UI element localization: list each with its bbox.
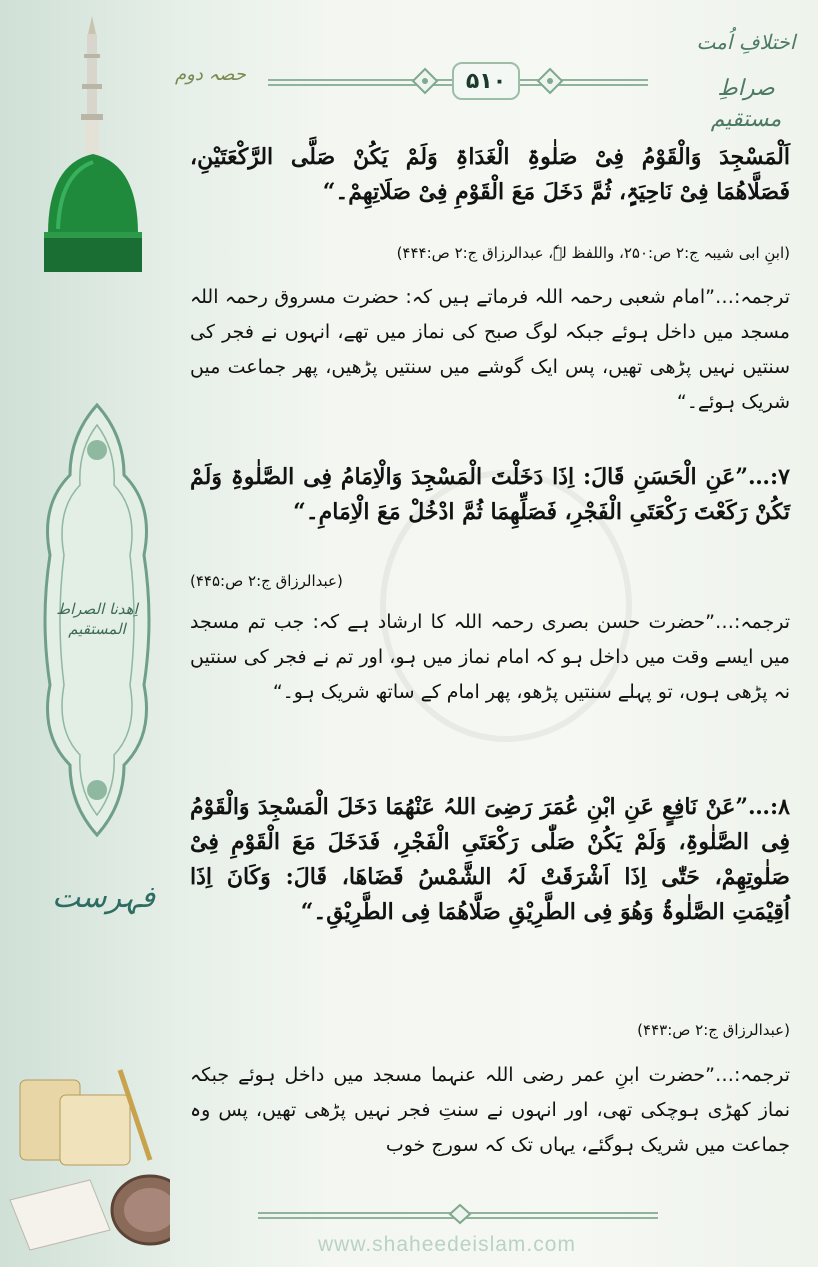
header-ornament-icon [405, 66, 445, 96]
reference-2: (عبدالرزاق ج:۲ ص:۴۴۵) [190, 572, 343, 590]
panel-title: اِھدنا الصراط المستقیم [56, 600, 138, 638]
reference-1: (ابنِ ابی شیبہ ج:۲ ص:۲۵۰، واللفظ لہٗ، عبدالرزاق ج:۲ ص:۴۴۴) [396, 244, 790, 262]
section-label: حصہ دوم [175, 64, 246, 85]
reference-3: (عبدالرزاق ج:۲ ص:۴۴۳) [637, 1021, 790, 1039]
arabic-passage-3: ۸:…”عَنْ نَافِعٍ عَنِ ابْنِ عُمَرَ رَضِیَ اللہُ عَنْھُمَا دَخَلَ الْمَسْجِدَ وَالْقَوْمُ فِی الصَّلٰوۃِ، وَلَمْ یَکُنْ صَلّٰی رَکْعَتَیِ الْفَجْرِ، فَدَخَلَ مَعَ الْقَوْمِ فِیْ صَلٰوتِھِمْ، حَتّٰی اِذَا اَشْرَقَتْ لَہُ الشَّمْسُ قَضَاھَا، قَالَ: وَکَانَ اِذَا اُقِیْمَتِ الصَّلٰوۃُ وَھُوَ فِی الطَّرِیْقِ صَلَّاھُمَا فِی الطَّرِیْقِ۔“ [190, 794, 790, 925]
urdu-translation-2: ترجمہ:…”حضرت حسن بصری رحمہ اللہ کا ارشاد ہے کہ: جب تم مسجد میں ایسے وقت میں داخل ہو کہ امام نماز میں ہو، اور تم نے فجر کی سنتیں نہ پڑھی ہوں، تو پہلے سنتیں پڑھو، پھر امام کے ساتھ شریک ہو۔“ [190, 611, 790, 703]
footer-ornament-icon [430, 1203, 490, 1225]
page-number: ۵۱۰ [452, 62, 520, 100]
urdu-translation-1: ترجمہ:…”امام شعبی رحمہ اللہ فرماتے ہیں کہ: حضرت مسروق رحمہ اللہ مسجد میں داخل ہوئے جبکہ لوگ صبح کی نماز میں تھے، انہوں نے فجر کی سنتیں نہیں پڑھی تھیں، پس ایک گوشے میں سنتیں پڑھیں، پھر جماعت میں شریک ہوئے۔“ [190, 286, 790, 413]
arabic-passage-2: ۷:…”عَنِ الْحَسَنِ قَالَ: اِذَا دَخَلْتَ الْمَسْجِدَ وَالْاِمَامُ فِی الصَّلٰوۃِ وَلَمْ تَکُنْ رَکَعْتَ رَکْعَتَیِ الْفَجْرِ، فَصَلِّھِمَا ثُمَّ ادْخُلْ مَعَ الْاِمَامِ۔“ [190, 464, 790, 525]
book-title-line1: اختلافِ اُمت [696, 30, 796, 54]
book-title [686, 28, 806, 136]
urdu-translation-3: ترجمہ:…”حضرت ابنِ عمر رضی اللہ عنہما مسجد میں داخل ہوئے جبکہ نماز کھڑی ہوچکی تھی، اور انہوں نے سنتِ فجر نہیں پڑھی تھیں، پس وہ جماعت میں شریک ہوگئے، یہاں تک کہ سورج خوب [190, 1064, 790, 1156]
minaret-dome-illustration [38, 14, 148, 274]
website-link[interactable]: www.shaheedeislam.com [318, 1233, 576, 1256]
scrolls-quill-illustration [0, 1060, 170, 1260]
toc-link[interactable]: فہرست [52, 880, 156, 915]
arabic-passage-1: اَلْمَسْجِدَ وَالْقَوْمُ فِیْ صَلٰوۃِ الْغَدَاۃِ وَلَمْ یَکُنْ صَلَّی الرَّکْعَتَیْنِ، فَصَلَّاھُمَا فِیْ نَاحِیَۃٍ، ثُمَّ دَخَلَ مَعَ الْقَوْمِ فِیْ صَلَاتِھِمْ۔“ [190, 144, 790, 205]
header-ornament-icon [530, 66, 570, 96]
book-title-line2: صراطِ مستقیم [710, 76, 782, 132]
